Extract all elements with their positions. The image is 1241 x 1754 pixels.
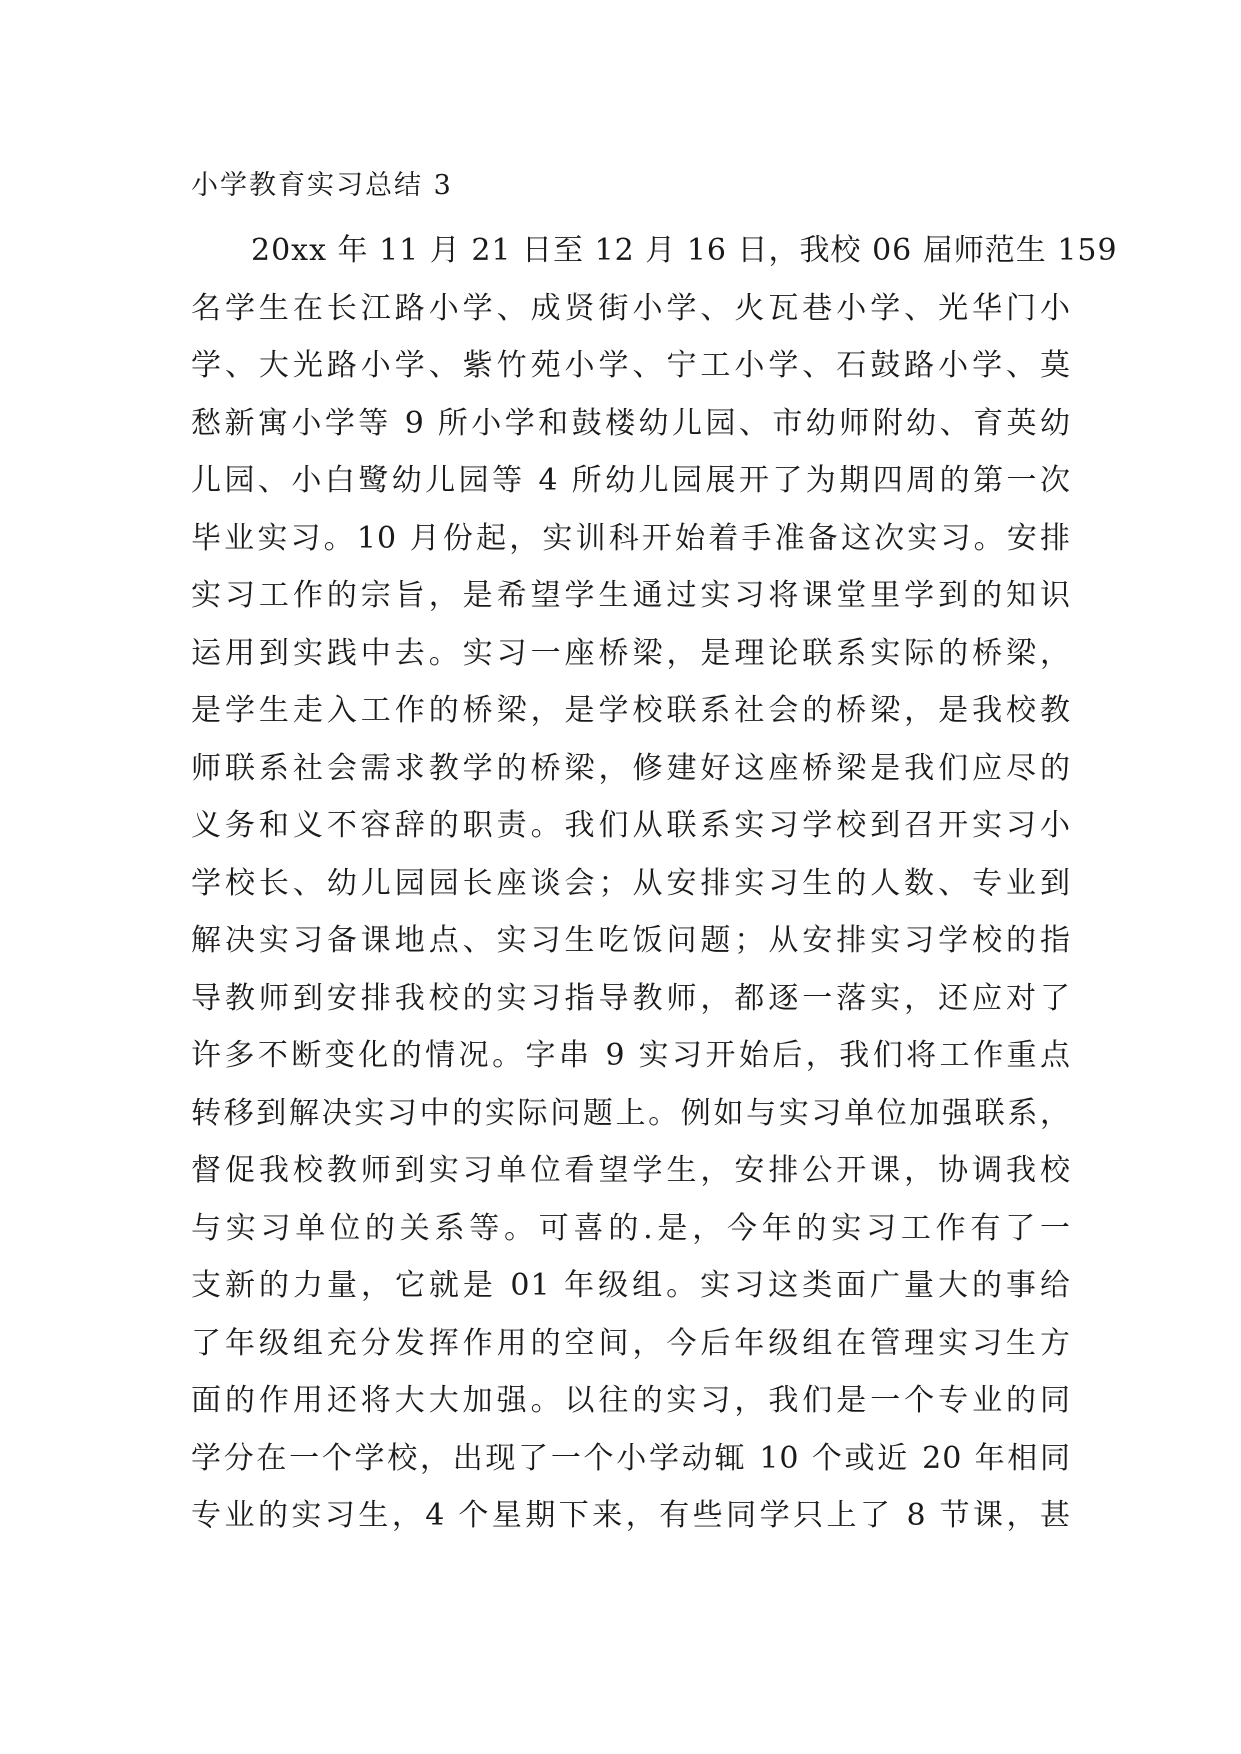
text-line: 与实习单位的关系等。可喜的.是，今年的实习工作有了一 (191, 1210, 1071, 1246)
text-line: 转移到解决实习中的实际问题上。例如与实习单位加强联系， (191, 1095, 1071, 1131)
text-line: 了年级组充分发挥作用的空间，今后年级组在管理实习生方 (191, 1325, 1071, 1361)
text-line: 名学生在长江路小学、成贤街小学、火瓦巷小学、光华门小 (191, 290, 1071, 326)
text-line: 学、大光路小学、紫竹苑小学、宁工小学、石鼓路小学、莫 (191, 348, 1071, 383)
text-line: 学分在一个学校，出现了一个小学动辄 10 个或近 20 年相同 (191, 1440, 1071, 1476)
text-line: 师联系社会需求教学的桥梁，修建好这座桥梁是我们应尽的 (191, 750, 1071, 786)
text-line: 实习工作的宗旨，是希望学生通过实习将课堂里学到的知识 (191, 578, 1071, 613)
document-title: 小学教育实习总结 3 (191, 170, 453, 201)
text-line: 20xx 年 11 月 21 日至 12 月 16 日，我校 06 届师范生 159 (251, 233, 1118, 268)
text-line: 专业的实习生，4 个星期下来，有些同学只上了 8 节课，甚 (191, 1498, 1071, 1533)
text-line: 运用到实践中去。实习一座桥梁，是理论联系实际的桥梁， (191, 635, 1071, 671)
text-line: 解决实习备课地点、实习生吃饭问题；从安排实习学校的指 (191, 923, 1071, 958)
body-paragraph (191, 222, 1118, 1545)
text-line: 面的作用还将大大加强。以往的实习，我们是一个专业的同 (191, 1383, 1071, 1418)
text-line: 义务和义不容辞的职责。我们从联系实习学校到召开实习小 (191, 808, 1071, 843)
text-line: 儿园、小白鹭幼儿园等 4 所幼儿园展开了为期四周的第一次 (191, 463, 1071, 498)
text-line: 支新的力量，它就是 01 年级组。实习这类面广量大的事给 (191, 1268, 1071, 1303)
text-line: 愁新寓小学等 9 所小学和鼓楼幼儿园、市幼师附幼、育英幼 (191, 405, 1071, 441)
text-line: 导教师到安排我校的实习指导教师，都逐一落实，还应对了 (191, 980, 1071, 1016)
text-line: 毕业实习。10 月份起，实训科开始着手准备这次实习。安排 (191, 520, 1071, 556)
text-line: 学校长、幼儿园园长座谈会；从安排实习生的人数、专业到 (191, 865, 1071, 901)
text-line: 是学生走入工作的桥梁，是学校联系社会的桥梁，是我校教 (191, 693, 1071, 728)
text-line: 督促我校教师到实习单位看望学生，安排公开课，协调我校 (191, 1153, 1071, 1188)
text-line: 许多不断变化的情况。字串 9 实习开始后，我们将工作重点 (191, 1038, 1071, 1073)
